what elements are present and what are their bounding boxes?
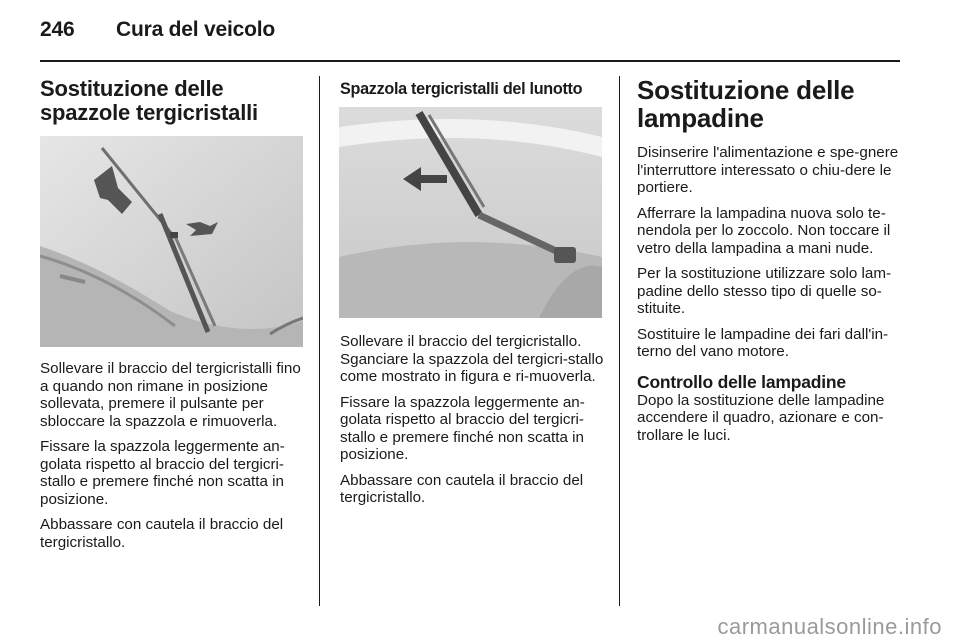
page-number: 246: [40, 18, 75, 41]
paragraph: Sostituire le lampadine dei fari dall'in-terno del vano motore.: [637, 325, 889, 360]
paragraph: Abbassare con cautela il braccio del tergicristallo.: [40, 516, 284, 551]
rear-wiper-illustration: [339, 107, 602, 318]
front-wiper-illustration: [40, 136, 303, 347]
paragraph: Dopo la sostituzione delle lampadine accendere il quadro, azionare e con-trollare le luci.: [637, 391, 885, 444]
section-heading-bulb-replacement: Sostituzione delle lampadine: [637, 75, 855, 133]
column-3: [637, 76, 912, 452]
column-1-body: [40, 360, 305, 559]
paragraph: Afferrare la lampadina nuova solo te-nendola per lo zoccolo. Non toccare il vetro della lampadina a mani nude.: [637, 204, 891, 257]
section-heading-bulb-check: Controllo delle lampadine: [637, 371, 846, 392]
paragraph: Fissare la spazzola leggermente an-golata rispetto al braccio del tergicri-stallo e premere finché non scatta in posizione.: [340, 393, 585, 463]
column-2-heading-block: [340, 80, 610, 98]
section-heading-wiper-blades: Sostituzione delle spazzole tergicristalli: [40, 76, 258, 125]
header-rule: [40, 60, 900, 62]
paragraph: Fissare la spazzola leggermente an-golata rispetto al braccio del tergicri-stallo e premere finché non scatta in posizione.: [40, 438, 285, 508]
paragraph: Disinserire l'alimentazione e spe-gnere l'interruttore interessato o chiu-dere le portiere.: [637, 144, 899, 196]
paragraph: Abbassare con cautela il braccio del tergicristallo.: [340, 471, 584, 506]
page-header: [40, 18, 275, 42]
chapter-title: Cura del veicolo: [116, 18, 276, 41]
column-divider-right: [619, 76, 620, 606]
paragraph: Sollevare il braccio del tergicristallo. Sganciare la spazzola del tergicri-stallo come mostrato in figura e ri-muoverla.: [340, 333, 604, 385]
section-heading-rear-wiper: Spazzola tergicristalli del lunotto: [340, 80, 583, 98]
paragraph: Sollevare il braccio del tergicristalli fino a quando non rimane in posizione sollevata, premere il pulsante per sbloccare la spazzola e rimuoverla.: [40, 360, 301, 430]
paragraph: Per la sostituzione utilizzare solo lam-padine dello stesso tipo di quelle so-stituite.: [637, 265, 892, 317]
watermark: carmanualsonline.info: [717, 614, 942, 639]
column-1-heading-block: [40, 77, 305, 125]
column-divider-left: [319, 76, 320, 606]
column-2-body: [340, 333, 610, 515]
